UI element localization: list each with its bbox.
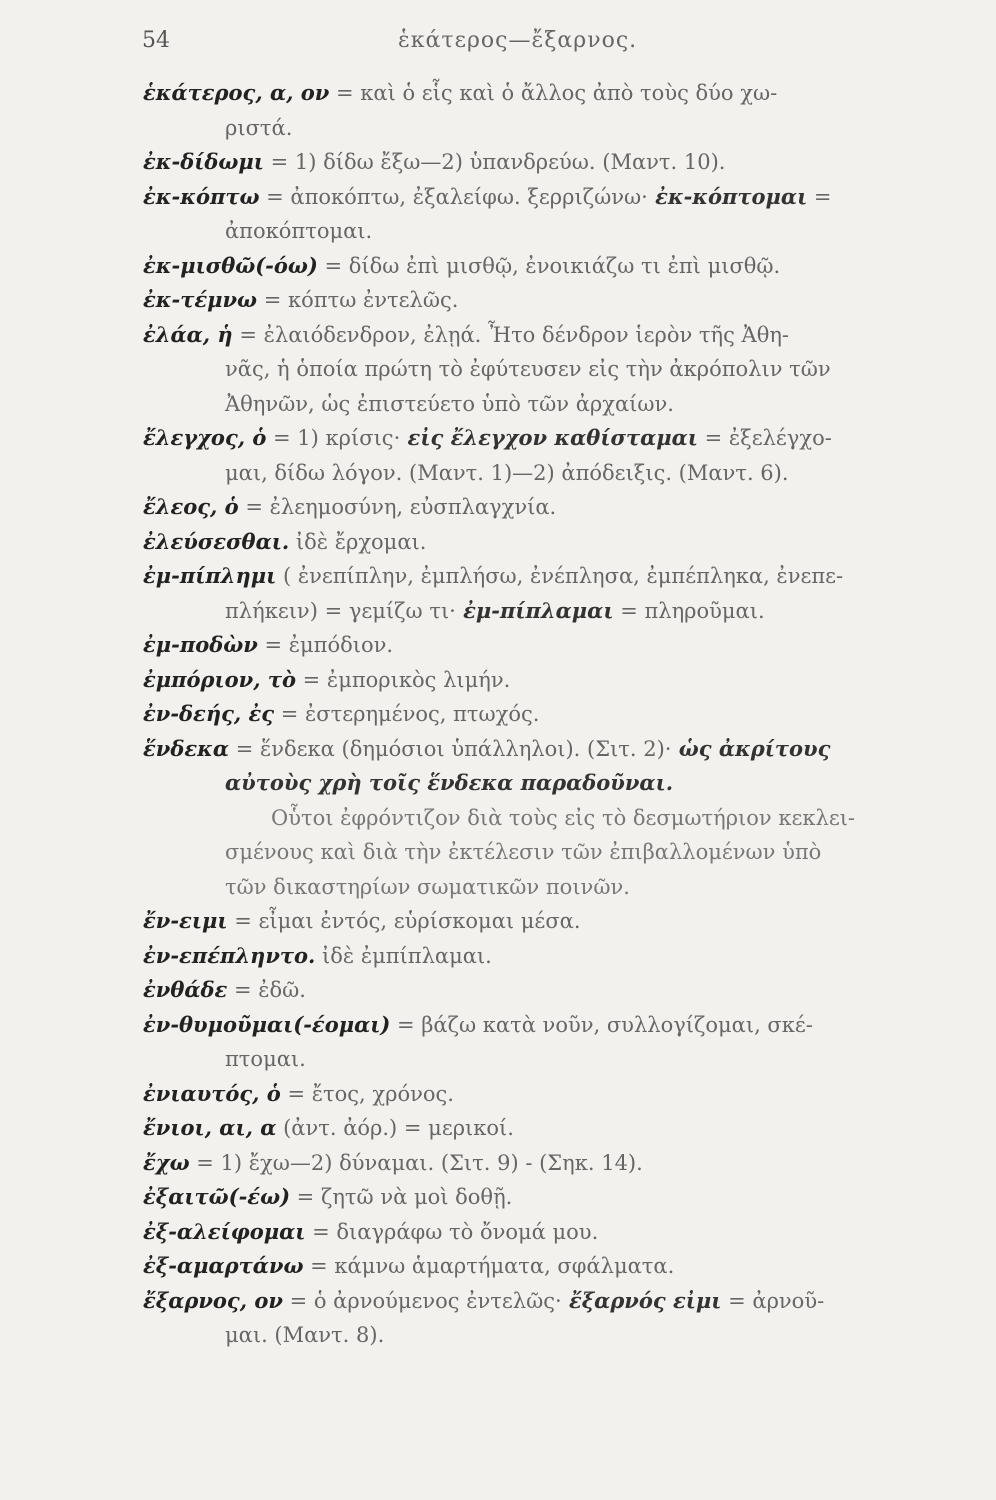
definition: = κόπτω ἐντελῶς. xyxy=(257,288,459,312)
dictionary-entry xyxy=(143,732,923,801)
headword: ἐμ-πίπλημι xyxy=(143,563,277,588)
definition: = ὁ ἀρνούμενος ἐντελῶς· xyxy=(282,1288,562,1313)
definition: = ἀποκόπτω, ἐξαλείφω. ξερριζώνω· xyxy=(259,184,648,209)
definition-continuation: ριστά. xyxy=(225,115,293,140)
definition: = δίδω ἐπὶ μισθῷ, ἐνοικιάζω τι ἐπὶ μισθῷ. xyxy=(317,253,781,278)
dictionary-entry xyxy=(143,904,923,939)
headword: ἐκ-μισθῶ(-όω) xyxy=(143,252,318,278)
headword: ἐκ-τέμνω xyxy=(143,287,258,312)
definition: = κάμνω ἁμαρτήματα, σφάλματα. xyxy=(303,1254,675,1278)
headword: ἐξ-αλείφομαι xyxy=(143,1218,306,1244)
definition: ἰδὲ ἔρχομαι. xyxy=(289,529,427,554)
definition: = εἶμαι ἐντός, εὑρίσκομαι μέσα. xyxy=(227,909,581,933)
headword: ἐκ-δίδωμι xyxy=(143,149,264,174)
dictionary-entry xyxy=(143,939,923,974)
definition: = ἕνδεκα (δημόσιοι ὑπάλληλοι). (Σιτ. 2)· xyxy=(229,736,672,761)
dictionary-entry xyxy=(143,973,923,1008)
definition: (ἀντ. ἀόρ.) = μερικοί. xyxy=(276,1116,514,1140)
headword: ἐλεύσεσθαι. xyxy=(143,528,290,554)
headword: ἕνδεκα xyxy=(143,735,230,761)
definition: πλήκειν) = γεμίζω τι· xyxy=(225,598,456,623)
definition-continuation xyxy=(143,594,923,629)
definition-continuation: ἀποκόπτομαι. xyxy=(225,219,373,243)
dictionary-entry xyxy=(143,490,923,525)
note-paragraph xyxy=(143,801,923,905)
dictionary-entry xyxy=(143,1146,923,1181)
headword: ἐλάα, ἡ xyxy=(143,321,233,347)
headword: ἔλεος, ὁ xyxy=(143,494,239,519)
definition: = ἔτος, χρόνος. xyxy=(280,1081,454,1106)
definition-continuation: μαι. (Μαντ. 8). xyxy=(225,1323,385,1347)
dictionary-entry xyxy=(143,249,923,284)
definition: = 1) ἔχω—2) δύναμαι. (Σιτ. 9) - (Σηκ. 14). xyxy=(189,1150,643,1175)
dictionary-entry xyxy=(143,1180,923,1215)
definition: = ζητῶ νὰ μοὶ δοθῇ. xyxy=(290,1185,513,1209)
headword: ἐνιαυτός, ὁ xyxy=(143,1080,281,1106)
definition: = βάζω κατὰ νοῦν, συλλογίζομαι, σκέ- xyxy=(390,1012,813,1037)
dictionary-entry xyxy=(143,1111,923,1146)
phrase: ὡς ἀκρίτους xyxy=(671,735,831,761)
phrase: ἔξαρνός εἰμι xyxy=(561,1287,722,1313)
definition-continuation: Ἀθηνῶν, ὡς ἐπιστεύετο ὑπὸ τῶν ἀρχαίων. xyxy=(225,391,674,416)
headword: ἐμ-ποδὼν xyxy=(143,632,258,657)
definition: = ἐξελέγχο- xyxy=(697,426,832,450)
definition: = διαγράφω τὸ ὄνομά μου. xyxy=(305,1219,599,1244)
headword: ἔχω xyxy=(143,1149,190,1175)
definition: ( ἐνεπίπλην, ἐμπλήσω, ἐνέπλησα, ἐμπέπληκα, ἐνεπε- xyxy=(276,564,844,588)
phrase: εἰς ἔλεγχον καθίσταμαι xyxy=(400,425,698,450)
dictionary-entry xyxy=(143,145,923,180)
dictionary-entry xyxy=(143,180,923,249)
dictionary-entry xyxy=(143,1249,923,1284)
definition: = ἀρνοῦ- xyxy=(721,1288,825,1313)
phrase-continuation: αὐτοὺς χρὴ τοῖς ἕνδεκα παραδοῦναι. xyxy=(225,770,674,795)
dictionary-entry xyxy=(143,628,923,663)
definition-continuation: πτομαι. xyxy=(225,1047,306,1071)
headword: ἐν-δεής, ἐς xyxy=(143,701,275,726)
definition: = 1) δίδω ἔξω—2) ὑπανδρεύω. (Μαντ. 10). xyxy=(263,150,726,174)
dictionary-entry xyxy=(143,283,923,318)
dictionary-entry xyxy=(143,559,923,628)
headword: ἔξαρνος, ον xyxy=(143,1287,283,1313)
dictionary-entry xyxy=(143,318,923,422)
headword: ἔν-ειμι xyxy=(143,908,228,933)
definition: = 1) κρίσις· xyxy=(266,426,401,450)
note-line: τῶν δικαστηρίων σωματικῶν ποινῶν. xyxy=(225,874,630,899)
definition: = πληροῦμαι. xyxy=(613,598,765,623)
note-line: σμένους καὶ διὰ τὴν ἐκτέλεσιν τῶν ἐπιβαλλομένων ὑπὸ xyxy=(225,840,822,864)
dictionary-entry xyxy=(143,1284,923,1353)
headword: ἐν-θυμοῦμαι(-έομαι) xyxy=(143,1011,391,1037)
dictionary-entry xyxy=(143,697,923,732)
phrase: ἐμ-πίπλαμαι xyxy=(455,597,614,623)
dictionary-entry xyxy=(143,1215,923,1250)
dictionary-entry xyxy=(143,76,923,145)
headword: ἐκ-κόπτω xyxy=(143,183,260,209)
dictionary-entry xyxy=(143,525,923,560)
headword: ἐξ-αμαρτάνω xyxy=(143,1253,304,1278)
dictionary-entry xyxy=(143,1077,923,1112)
headword: ἐμπόριον, τὸ xyxy=(143,666,296,692)
entry-list xyxy=(143,76,923,1353)
phrase: ἐκ-κόπτομαι xyxy=(647,183,808,209)
definition: = ἐδῶ. xyxy=(227,978,306,1002)
definition: ἰδὲ ἐμπίπλαμαι. xyxy=(315,943,492,968)
definition: = ἐλαιόδενδρον, ἐλῃά. Ἦτο δένδρον ἱερὸν τῆς Ἀθη- xyxy=(232,322,790,347)
definition: = ἐμπορικὸς λιμήν. xyxy=(295,667,511,692)
note-line: Οὗτοι ἐφρόντιζον διὰ τοὺς εἰς τὸ δεσμωτήριον κεκλει- xyxy=(271,805,856,830)
headword: ἐξαιτῶ(-έω) xyxy=(143,1184,290,1209)
definition: = ἐμπόδιον. xyxy=(257,633,394,657)
definition: = ἐλεημοσύνη, εὐσπλαγχνία. xyxy=(238,495,557,519)
dictionary-entry xyxy=(143,1008,923,1077)
definition-continuation: μαι, δίδω λόγον. (Μαντ. 1)—2) ἀπόδειξις. (Μαντ. 6). xyxy=(225,460,789,485)
headword: ἔνιοι, αι, α xyxy=(143,1115,277,1140)
running-title: ἑκάτερος—ἔξαρνος. xyxy=(398,28,638,53)
definition: = xyxy=(807,184,832,209)
definition: = ἐστερημένος, πτωχός. xyxy=(274,702,540,726)
definition-continuation: νᾶς, ἡ ὁποία πρώτη τὸ ἐφύτευσεν εἰς τὴν ἀκρόπολιν τῶν xyxy=(225,357,831,381)
definition: = καὶ ὁ εἷς καὶ ὁ ἄλλος ἀπὸ τοὺς δύο χω- xyxy=(329,81,778,105)
dictionary-entry xyxy=(143,421,923,490)
page-header xyxy=(0,0,996,60)
headword: ἔλεγχος, ὁ xyxy=(143,425,267,450)
headword: ἐν-επέπληντο. xyxy=(143,942,316,968)
dictionary-entry xyxy=(143,663,923,698)
page-number: 54 xyxy=(142,28,170,53)
headword: ἑκάτερος, α, ον xyxy=(143,80,330,105)
headword: ἐνθάδε xyxy=(143,977,228,1002)
